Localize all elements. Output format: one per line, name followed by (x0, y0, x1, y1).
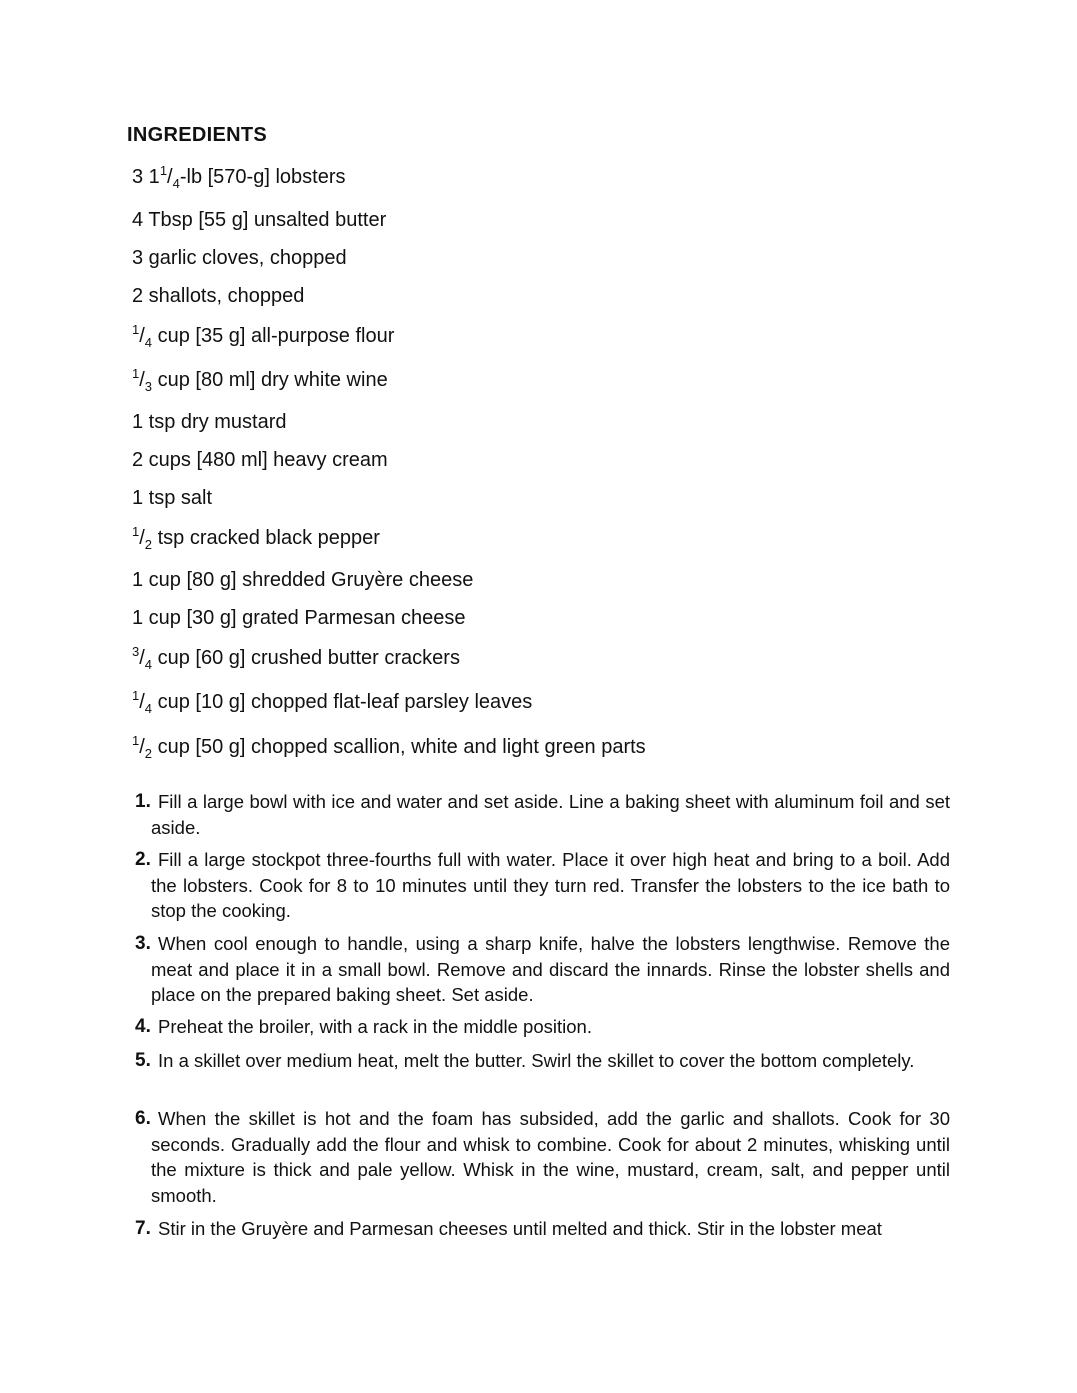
instruction-step (135, 1048, 950, 1074)
fraction: $^1/_2$ (132, 524, 153, 552)
step-text: In a skillet over medium heat, melt the butter. Swirl the skillet to cover the bottom completely. (158, 1050, 915, 1071)
ingredient-item: 2 cups [480 ml] heavy cream (132, 449, 388, 471)
instruction-step (135, 931, 950, 1008)
instruction-step (135, 789, 950, 840)
fraction: $^1/_4$ (159, 163, 180, 191)
instruction-step (135, 1106, 950, 1208)
step-number: 7. (135, 1218, 151, 1239)
ingredient-item: 3 $1^1/_4-lb$ [570-g] lobsters (132, 163, 346, 191)
instruction-step (135, 1216, 950, 1242)
fraction: $^1/_3$ (132, 366, 153, 394)
step-number: 5. (135, 1050, 151, 1071)
step-number: 3. (135, 933, 151, 954)
fraction: $^1/_4$ (132, 322, 153, 350)
step-text: Stir in the Gruyère and Parmesan cheeses until melted and thick. Stir in the lobster meat (158, 1218, 882, 1239)
ingredient-item: 2 shallots, chopped (132, 285, 305, 307)
step-text: Fill a large stockpot three-fourths full with water. Place it over high heat and bring to a boil. Add the lobsters. Cook for 8 to 10 minutes until they turn red. Transfer the lobsters to the ice bath to stop the cooking. (151, 849, 950, 921)
instruction-step (135, 1014, 950, 1040)
ingredient-item: 1 cup [30 g] grated Parmesan cheese (132, 607, 466, 629)
step-text: When cool enough to handle, using a sharp knife, halve the lobsters lengthwise. Remove the meat and place it in a small bowl. Remove and discard the innards. Rinse the lobster shells and place on the prepared baking sheet. Set aside. (151, 933, 950, 1005)
step-number: 1. (135, 791, 151, 812)
ingredients-heading: INGREDIENTS (127, 124, 267, 146)
instruction-step (135, 847, 950, 924)
step-text: Fill a large bowl with ice and water and set aside. Line a baking sheet with aluminum foil and set aside. (151, 791, 950, 838)
ingredient-item: 3 garlic cloves, chopped (132, 247, 347, 269)
ingredient-item: $^1/_2$ cup [50 g] chopped scallion, white and light green parts (132, 733, 646, 761)
fraction: $^3/_4$ (132, 644, 153, 672)
step-text: When the skillet is hot and the foam has subsided, add the garlic and shallots. Cook for 30 seconds. Gradually add the flour and whisk to combine. Cook for about 2 minutes, whisking until the mixture is thick and pale yellow. Whisk in the wine, mustard, cream, salt, and pepper until smooth. (151, 1108, 950, 1206)
fraction: $^1/_2$ (132, 733, 153, 761)
ingredient-item: 1 tsp salt (132, 487, 213, 509)
ingredient-item: $^1/_4$ cup [10 g] chopped flat-leaf parsley leaves (132, 688, 533, 716)
step-number: 4. (135, 1016, 151, 1037)
ingredient-item: $^3/_4$ cup [60 g] crushed butter crackers (132, 644, 460, 672)
ingredient-item: $^1/_2$ tsp cracked black pepper (132, 524, 380, 552)
step-number: 2. (135, 849, 151, 870)
step-text: Preheat the broiler, with a rack in the middle position. (158, 1016, 592, 1037)
ingredient-item: $^1/_3$ cup [80 ml] dry white wine (132, 366, 388, 394)
ingredient-item: 1 cup [80 g] shredded Gruyère cheese (132, 569, 474, 591)
fraction: $^1/_4$ (132, 688, 153, 716)
step-number: 6. (135, 1108, 151, 1129)
ingredient-item: 4 Tbsp [55 g] unsalted butter (132, 209, 387, 231)
ingredient-item: 1 tsp dry mustard (132, 411, 287, 433)
ingredient-item: $^1/_4$ cup [35 g] all-purpose flour (132, 322, 395, 350)
